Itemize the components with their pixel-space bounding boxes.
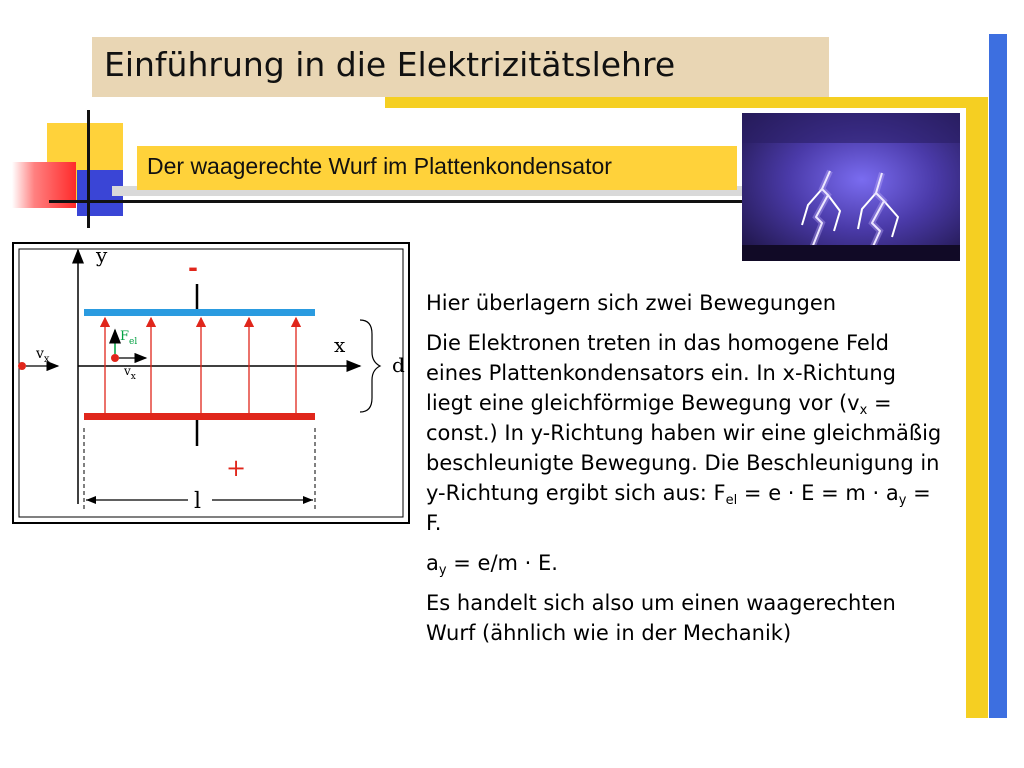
paragraph-explanation: Die Elektronen treten in das homogene Feld eines Plattenkondensators ein. In x-Richtung liegt eine gleichförmige Bewegung vor ($v_x$ = const.) In y-Richtung haben wir eine gleichmäßig beschleunigte Bewegung. Die Beschleunigung in y-Richtung ergibt sich aus: $F_{el} = e \cdot E = m \cdot a_y = F$. bbox=[426, 331, 942, 535]
paragraph-acceleration: $a_y = e/m \cdot E$. bbox=[426, 551, 558, 578]
positive-plate bbox=[84, 413, 315, 420]
fel-label: $F_{el}$ bbox=[120, 329, 138, 347]
page-subtitle: Der waagerechte Wurf im Plattenkondensator bbox=[147, 153, 612, 179]
plus-sign: + bbox=[226, 454, 247, 482]
minus-sign: - bbox=[188, 254, 198, 282]
deco-vertical-line bbox=[87, 110, 90, 228]
deco-horizontal-line bbox=[49, 200, 746, 203]
capacitor-diagram bbox=[12, 242, 410, 524]
lightning-image bbox=[742, 113, 960, 261]
electron-incoming bbox=[18, 362, 26, 370]
right-accent-blue bbox=[989, 34, 1007, 718]
electron-in-field bbox=[111, 354, 119, 362]
y-axis-label: y bbox=[96, 243, 108, 267]
diagram-border bbox=[13, 243, 409, 523]
negative-plate bbox=[84, 309, 315, 316]
paragraph-conclusion: Es handelt sich also um einen waagerechten Wurf (ähnlich wie in der Mechanik) bbox=[426, 591, 896, 645]
paragraph-intro: Hier überlagern sich zwei Bewegungen bbox=[426, 291, 837, 315]
vx-label: $v_x$ bbox=[36, 346, 50, 365]
x-axis-label: x bbox=[334, 333, 346, 357]
body-text bbox=[426, 288, 946, 658]
l-label: l bbox=[194, 489, 202, 514]
right-accent-yellow bbox=[966, 98, 988, 718]
d-label: d bbox=[392, 353, 405, 377]
page-title: Einführung in die Elektrizitätslehre bbox=[104, 45, 676, 84]
vx-small-label: $v_x$ bbox=[124, 364, 136, 382]
title-underline bbox=[385, 97, 988, 108]
